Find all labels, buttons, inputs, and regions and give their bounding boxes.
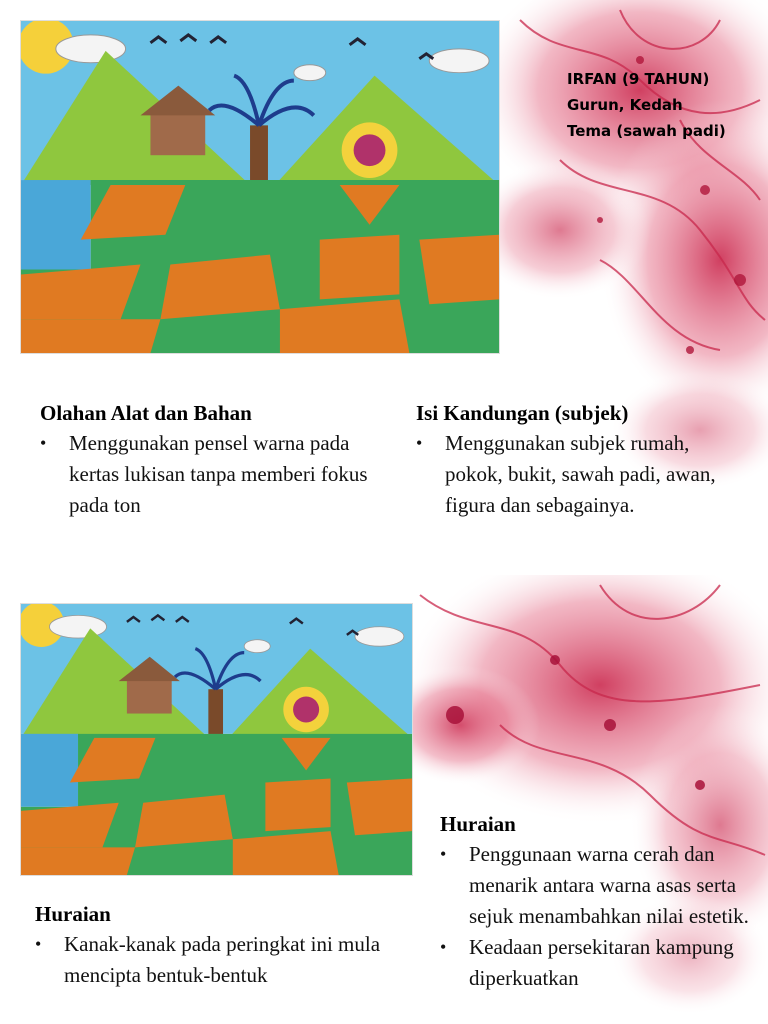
bullet-icon: •	[40, 433, 47, 453]
bullet-list	[416, 428, 746, 521]
artist-name-age: IRFAN (9 TAHUN)	[567, 70, 710, 88]
list-item-text: Kanak-kanak pada peringkat ini mula mencipta bentuk-bentuk	[64, 932, 381, 987]
list-item	[40, 428, 385, 521]
list-item-text: Menggunakan subjek rumah, pokok, bukit, sawah padi, awan, figura dan sebagainya.	[445, 431, 716, 517]
crayon-drawing-image	[20, 603, 413, 876]
list-item-text: Penggunaan warna cerah dan menarik antara warna asas serta sejuk menambahkan nilai estetik.	[469, 842, 749, 928]
section-heading: Isi Kandungan (subjek)	[416, 401, 629, 425]
bullet-list	[35, 929, 395, 991]
artist-info	[567, 66, 757, 144]
list-item	[35, 929, 395, 991]
bullet-icon: •	[440, 937, 447, 957]
list-item-text: Keadaan persekitaran kampung diperkuatkan	[469, 935, 734, 990]
list-item-text: Menggunakan pensel warna pada kertas lukisan tanpa memberi fokus pada ton	[69, 431, 368, 517]
bullet-list	[440, 839, 765, 994]
slide-2	[0, 575, 768, 1024]
section-isi-kandungan	[416, 398, 746, 521]
section-olahan-alat-bahan	[40, 398, 385, 521]
bullet-icon: •	[35, 934, 42, 954]
section-heading: Olahan Alat dan Bahan	[40, 401, 252, 425]
paddy-field-drawing	[21, 21, 499, 353]
artwork-theme: Tema (sawah padi)	[567, 122, 726, 140]
list-item	[440, 932, 765, 994]
bullet-icon: •	[440, 844, 447, 864]
list-item	[440, 839, 765, 932]
list-item	[416, 428, 746, 521]
section-heading: Huraian	[440, 812, 516, 836]
section-heading: Huraian	[35, 902, 111, 926]
section-huraian-right	[440, 809, 765, 994]
section-huraian-left	[35, 899, 395, 991]
artist-location: Gurun, Kedah	[567, 96, 683, 114]
crayon-drawing-image	[20, 20, 500, 354]
bullet-list	[40, 428, 385, 521]
paddy-field-drawing	[21, 604, 412, 875]
bullet-icon: •	[416, 433, 423, 453]
